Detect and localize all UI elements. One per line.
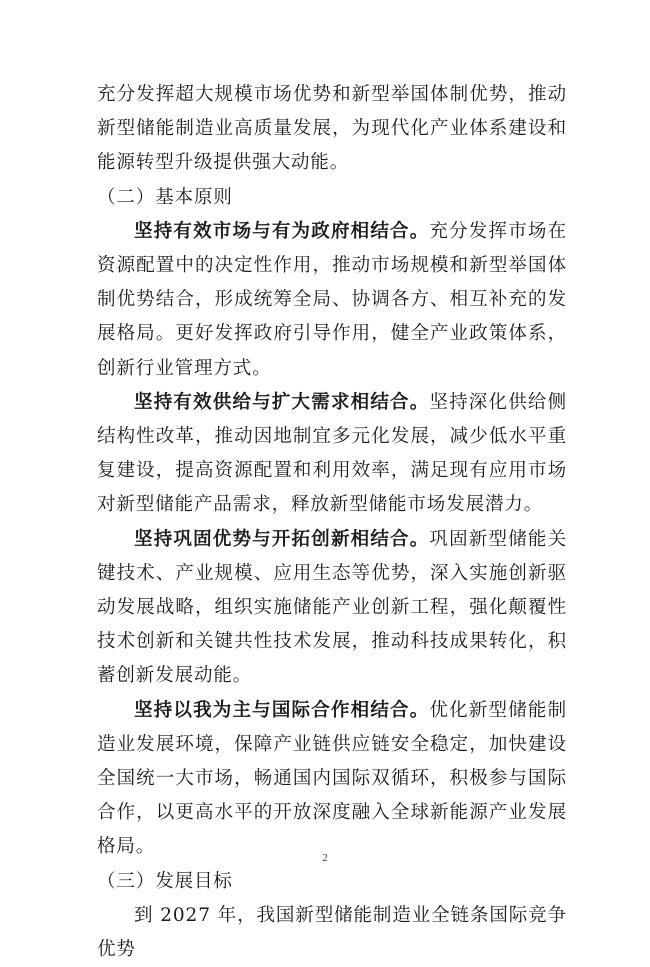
principle-paragraph-1 <box>97 215 567 386</box>
principle-body: 坚持深化供给侧结构性改革，推动因地制宜多元化发展，减少低水平重复建设，提高资源配置和利用效率，满足现有应用市场对新型储能产品需求，释放新型储能市场发展潜力。 <box>97 391 567 516</box>
principle-paragraph-3 <box>97 523 567 694</box>
intro-paragraph: 充分发挥超大规模市场优势和新型举国体制优势，推动新型储能制造业高质量发展，为现代化产业体系建设和能源转型升级提供强大动能。 <box>97 84 567 174</box>
page-number: 2 <box>322 852 328 864</box>
principle-title: 坚持有效供给与扩大需求相结合。 <box>134 391 430 413</box>
document-body <box>97 78 567 967</box>
principle-paragraph-4 <box>97 694 567 865</box>
principle-title: 坚持有效市场与有为政府相结合。 <box>134 220 430 242</box>
principle-body: 优化新型储能制造业发展环境，保障产业链供应链安全稳定，加快建设全国统一大市场，畅通国内国际双循环，积极参与国际合作，以更高水平的开放深度融入全球新能源产业发展格局。 <box>97 699 567 858</box>
goals-paragraph: 到 2027 年，我国新型储能制造业全链条国际竞争优势 <box>97 904 567 961</box>
principle-title: 坚持以我为主与国际合作相结合。 <box>134 699 430 721</box>
section-heading-goals: （三）发展目标 <box>97 870 233 892</box>
principle-body: 充分发挥市场在资源配置中的决定性作用，推动市场规模和新型举国体制优势结合，形成统筹全局、协调各方、相互补充的发展格局。更好发挥政府引导作用，健全产业政策体系，创新行业管理方式。 <box>97 220 567 379</box>
principle-body: 巩固新型储能关键技术、产业规模、应用生态等优势，深入实施创新驱动发展战略，组织实施储能产业创新工程，强化颠覆性技术创新和关键共性技术发展，推动科技成果转化，积蓄创新发展动能。 <box>97 528 567 687</box>
principle-paragraph-2 <box>97 386 567 523</box>
section-heading-principles: （二）基本原则 <box>97 186 233 208</box>
principle-title: 坚持巩固优势与开拓创新相结合。 <box>134 528 430 550</box>
